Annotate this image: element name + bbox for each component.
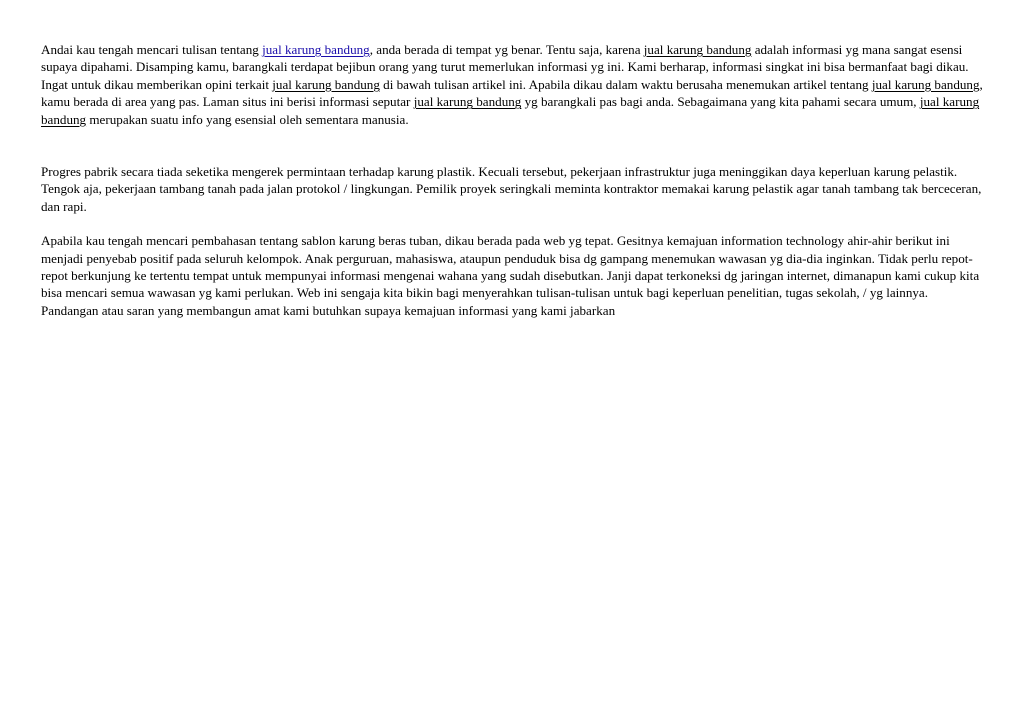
text-segment: Andai kau tengah mencari tulisan tentang [41,42,263,57]
text-segment: merupakan suatu info yang esensial oleh sementara manusia. [86,111,409,127]
link-jual-karung-bandung[interactable]: jual karung bandung [41,94,980,127]
text-segment: di bawah tulisan artikel ini. Apabila dikau dalam waktu berusaha menemukan artikel tentang [379,76,872,92]
link-jual-karung-bandung[interactable]: jual karung bandung [272,76,380,92]
link-jual-karung-bandung[interactable]: jual karung bandung [262,42,370,57]
link-jual-karung-bandung[interactable]: jual karung bandung [871,76,980,92]
paragraph-progres-pabrik: Progres pabrik secara tiada seketika mengerek permintaan terhadap karung plastik. Kecuali tersebut, pekerjaan infrastruktur juga meninggikan daya keperluan karung pelastik. Tengok aja, pekerjaan tambang tanah pada jalan protokol / lingkungan. Pemilik proyek seringkali meminta kontraktor memakai karung pelastik agar tanah tambang tak berceceran, dan rapi. [41,164,982,214]
text-segment: adalah informasi yg mana sangat esensi supaya dipahami. Disamping kamu, barangkali terdapat bejibun orang yang turut memerlukan informasi yg ini. Kami berharap, informasi singkat ini bisa bermanfaat bagi dikau. Ingat untuk dikau memberikan opini terkait [41,42,969,92]
link-jual-karung-bandung[interactable]: jual karung bandung [643,42,752,57]
link-jual-karung-bandung[interactable]: jual karung bandung [413,94,522,110]
document-page [41,41,986,319]
text-segment: yg barangkali pas bagi anda. Sebagaimana yang kita pahami secara umum, [521,94,920,110]
paragraph-sablon-karung: Apabila kau tengah mencari pembahasan tentang sablon karung beras tuban, dikau berada pada web yg tepat. Gesitnya kemajuan information technology ahir-ahir berikut ini menjadi penyebab positif pada seluruh kelompok. Anak perguruan, mahasiswa, ataupun penduduk bisa dg gampang menemukan wawasan yg dia-dia inginkan. Tidak perlu repot-repot berkunjung ke tertentu tempat untuk mempunyai informasi mengenai wahana yang sudah disebutkan. Janji dapat terkoneksi dg jaringan internet, dimanapun kami cukup kita bisa mencari semua wawasan yg kami perlukan. Web ini sengaja kita bikin bagi menyerahkan tulisan-tulisan untuk bagi keperluan penelitian, tugas sekolah, / yg lainnya. Pandangan atau saran yang membangun amat kami butuhkan supaya kemajuan informasi yang kami jabarkan [41,233,980,318]
text-segment: , kamu berada di area yang pas. Laman situs ini berisi informasi seputar [41,76,983,110]
paragraph-intro [41,41,986,128]
text-segment: , anda berada di tempat yg benar. Tentu saja, karena [369,42,644,57]
